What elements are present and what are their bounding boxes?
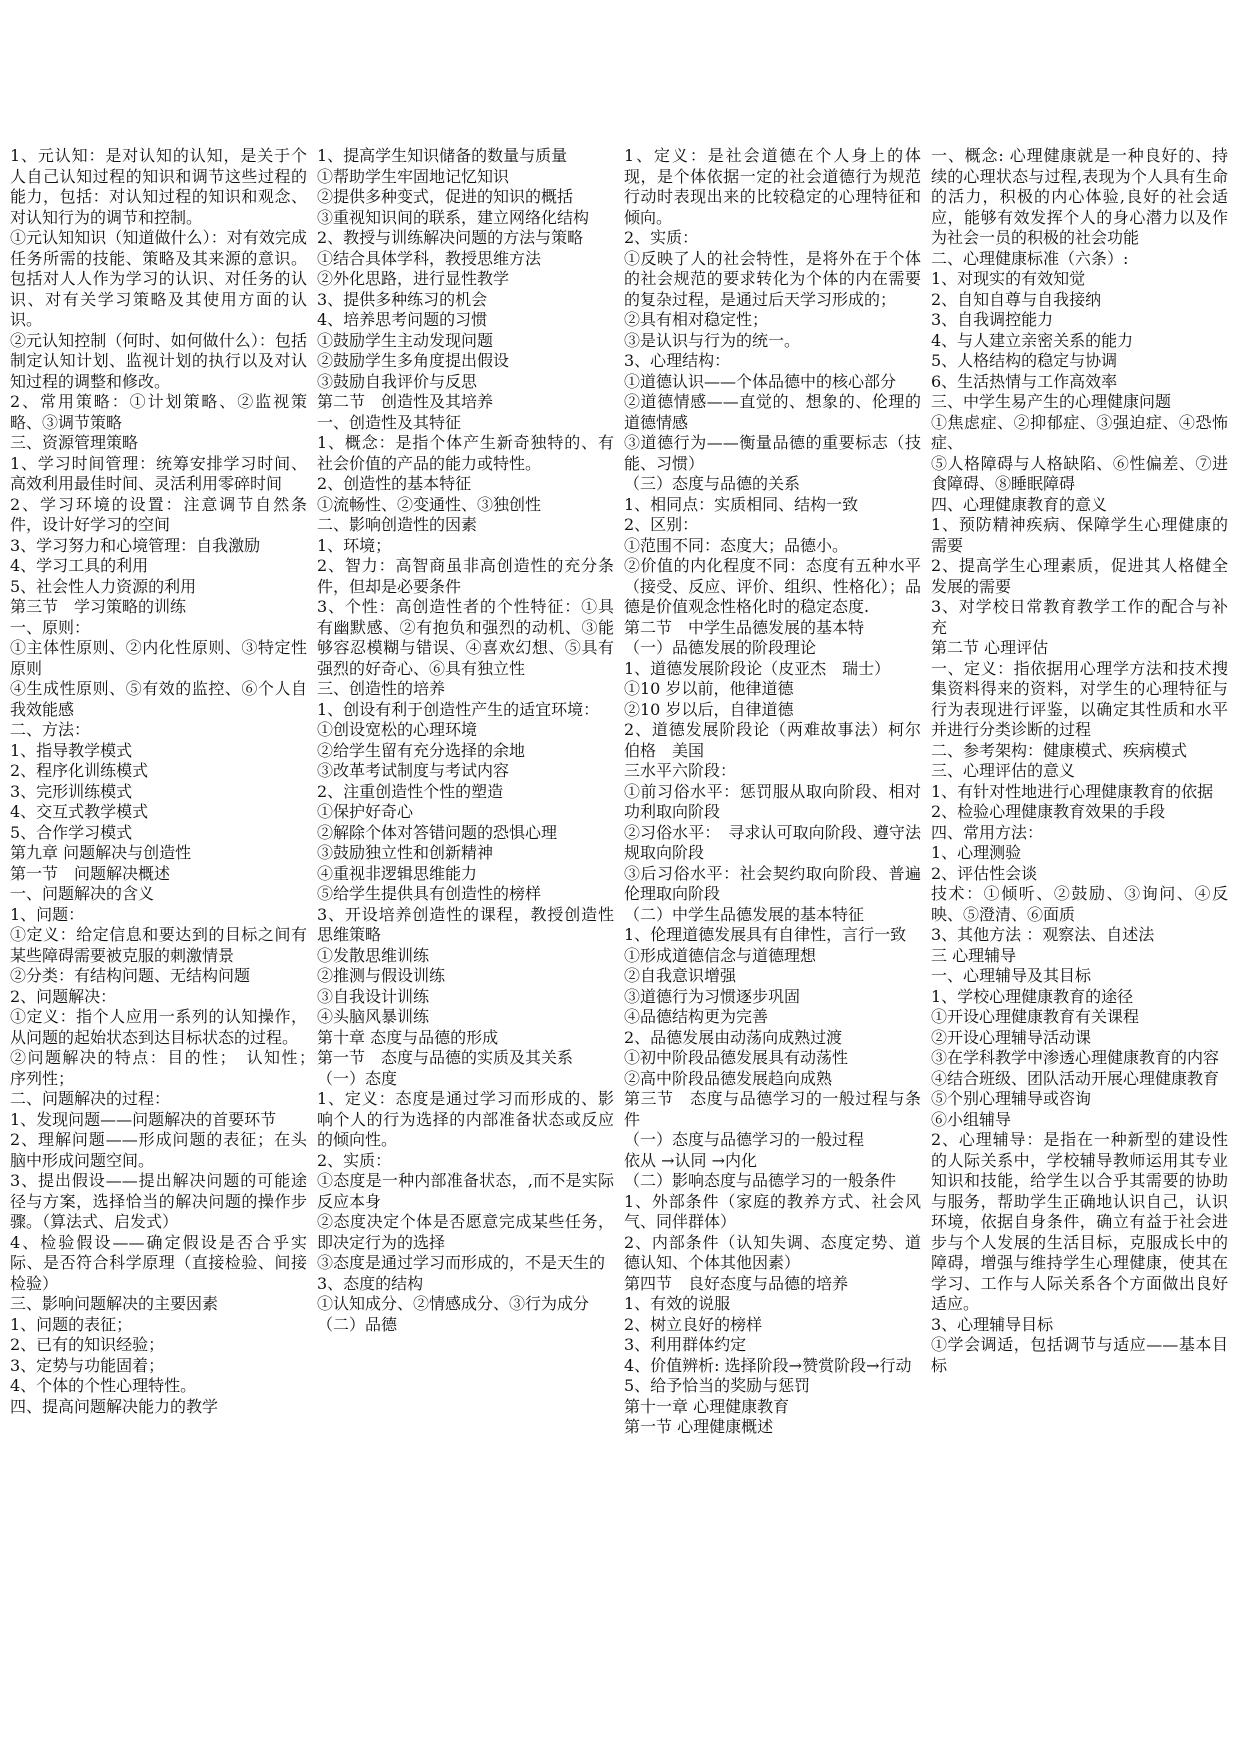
text-line: 2、理解问题——形成问题的表征；在头脑中形成问题空间。 bbox=[10, 1130, 307, 1170]
text-line: 2、学习环境的设置：注意调节自然条件，设计好学习的空间 bbox=[10, 494, 307, 534]
text-line: ④头脑风暴训练 bbox=[317, 1007, 430, 1026]
text-line: ②提供多种变式，促进的知识的概括 bbox=[317, 187, 574, 206]
text-line: 4、交互式教学模式 bbox=[10, 802, 149, 821]
text-line: 3、个性：高创造性者的个性特征：①具有幽默感、②有抱负和强烈的动机、③能够容忍模糊与错误、④喜欢幻想、⑤具有强烈的好奇心、⑥具有独立性 bbox=[317, 597, 614, 678]
text-line: 2、提高学生心理素质，促进其人格健全发展的需要 bbox=[931, 556, 1228, 596]
text-line: 二、方法： bbox=[10, 720, 91, 739]
text-line: 4、培养思考问题的习惯 bbox=[317, 310, 488, 329]
text-line: 1、提高学生知识储备的数量与质量 bbox=[317, 146, 568, 165]
text-line: 4、个体的个性心理特性。 bbox=[10, 1376, 197, 1395]
text-line: ①结合具体学科，教授思维方法 bbox=[317, 248, 542, 268]
text-line: ③后习俗水平：社会契约取向阶段、普遍伦理取向阶段 bbox=[624, 863, 921, 903]
text-line: 1、有效的说服 bbox=[624, 1294, 731, 1313]
text-line: 2、品德发展由动荡向成熟过渡 bbox=[624, 1027, 843, 1047]
text-line: 第三节 态度与品德学习的一般过程与条件 bbox=[624, 1089, 921, 1129]
text-line: 2、程序化训练模式 bbox=[10, 761, 149, 780]
text-line: 1、心理测验 bbox=[931, 843, 1022, 862]
text-line: 一、定义：指依据用心理学方法和技术搜集资料得来的资料，对学生的心理特征与行为表现进行评鉴，以确定其性质和水平并进行分类诊断的过程 bbox=[931, 658, 1228, 739]
text-line: ④生成性原则、⑤有效的监控、⑥个人自我效能感 bbox=[10, 679, 307, 719]
text-line: 1、定义：态度是通过学习而形成的、影响个人的行为选择的内部准备状态或反应的倾向性。 bbox=[317, 1089, 614, 1149]
text-line: ④重视非逻辑思维能力 bbox=[317, 863, 478, 883]
text-line: ②高中阶段品德发展趋向成熟 bbox=[624, 1068, 833, 1088]
text-line: （一）品德发展的阶段理论 bbox=[624, 638, 817, 657]
text-line: ③态度是通过学习而形成的，不是天生的 bbox=[317, 1253, 606, 1272]
text-line: 一、心理辅导及其目标 bbox=[931, 966, 1092, 985]
text-line: 第二节 中学生品德发展的基本特 bbox=[624, 617, 865, 637]
text-line: 2、智力：高智商虽非高创造性的充分条件，但却是必要条件 bbox=[317, 556, 614, 596]
text-line: 3、完形训练模式 bbox=[10, 781, 133, 801]
text-line: 三、创造性的培养 bbox=[317, 679, 446, 698]
text-line: 1、创设有利于创造性产生的适宜环境： bbox=[317, 699, 600, 719]
text-line: ②具有相对稳定性； bbox=[624, 310, 769, 329]
text-line: ①形成道德信念与道德理想 bbox=[624, 945, 817, 965]
text-line: 一、原则： bbox=[10, 617, 91, 637]
text-line: ①道德认识——个体品德中的核心部分 bbox=[624, 371, 897, 391]
text-line: 3、学习努力和心境管理：自我激励 bbox=[10, 535, 261, 555]
text-column-3 bbox=[624, 146, 921, 1746]
text-line: 二、参考架构：健康模式、疾病模式 bbox=[931, 740, 1188, 760]
text-line: 1、环境； bbox=[317, 535, 392, 555]
text-line: ②自我意识增强 bbox=[624, 966, 737, 985]
text-line: ①学会调适，包括调节与适应——基本目标 bbox=[931, 1335, 1228, 1375]
text-line: ③在学科教学中渗透心理健康教育的内容 bbox=[931, 1048, 1220, 1067]
document-page bbox=[10, 146, 1232, 1746]
text-line: 第三节 学习策略的训练 bbox=[10, 597, 187, 616]
text-line: 第四节 良好态度与品德的培养 bbox=[624, 1273, 849, 1293]
text-line: 5、社会性人力资源的利用 bbox=[10, 576, 197, 596]
text-line: ②态度决定个体是否愿意完成某些任务，即决定行为的选择 bbox=[317, 1212, 614, 1252]
text-line: 第十章 态度与品德的形成 bbox=[317, 1027, 499, 1047]
text-line: 三、影响问题解决的主要因素 bbox=[10, 1294, 219, 1313]
text-line: （三）态度与品德的关系 bbox=[624, 474, 801, 493]
text-column-2 bbox=[317, 146, 614, 1746]
text-line: 3、利用群体约定 bbox=[624, 1335, 747, 1354]
text-line: 1、指导教学模式 bbox=[10, 740, 133, 760]
text-line: 3、对学校日常教育教学工作的配合与补充 bbox=[931, 597, 1228, 637]
text-line: 1、道德发展阶段论（皮亚杰 瑞士） bbox=[624, 658, 891, 678]
text-line: ①反映了人的社会特性，是将外在于个体的社会规范的要求转化为个体的内在需要的复杂过程，是通过后天学习形成的； bbox=[624, 248, 921, 309]
text-line: 1、发现问题——问题解决的首要环节 bbox=[10, 1109, 277, 1129]
text-line: ⑤给学生提供具有创造性的榜样 bbox=[317, 884, 542, 903]
text-line: 第一节 心理健康概述 bbox=[624, 1417, 774, 1436]
text-line: 2、区别： bbox=[624, 515, 699, 534]
text-line: ③重视知识间的联系，建立网络化结构 bbox=[317, 207, 590, 227]
text-line: 四、常用方法： bbox=[931, 822, 1044, 842]
text-line: 3、态度的结构 bbox=[317, 1273, 424, 1293]
text-line: ②习俗水平： 寻求认可取向阶段、遵守法规取向阶段 bbox=[624, 822, 921, 862]
text-line: 第九章 问题解决与创造性 bbox=[10, 843, 192, 862]
text-line: ①定义：给定信息和要达到的目标之间有某些障碍需要被克服的刺激情景 bbox=[10, 925, 307, 965]
text-line: 1、定义：是社会道德在个人身上的体现，是个体依据一定的社会道德行为规范行动时表现出来的比较稳定的心理特征和倾向。 bbox=[624, 146, 921, 227]
text-line: ①创设宽松的心理环境 bbox=[317, 720, 478, 739]
text-line: 1、相同点：实质相同、结构一致 bbox=[624, 494, 859, 514]
text-line: 第十一章 心理健康教育 bbox=[624, 1396, 790, 1416]
text-line: 4、学习工具的利用 bbox=[10, 556, 149, 575]
text-line: 2、实质： bbox=[317, 1150, 392, 1170]
text-line: ①10 岁以前，他律道德 bbox=[624, 679, 794, 698]
text-line: 6、生活热情与工作高效率 bbox=[931, 371, 1118, 391]
text-line: ③鼓励自我评价与反思 bbox=[317, 371, 478, 391]
text-line: 3、心理结构： bbox=[624, 351, 731, 370]
text-line: 2、已有的知识经验； bbox=[10, 1335, 165, 1354]
text-line: 2、常用策略：①计划策略、②监视策略、③调节策略 bbox=[10, 392, 307, 432]
text-line: 三水平六阶段： bbox=[624, 761, 737, 780]
text-line: ②问题解决的特点：目的性； 认知性； 序列性； bbox=[10, 1048, 307, 1088]
text-line: ①范围不同：态度大；品德小。 bbox=[624, 535, 849, 555]
text-line: 4、价值辨析: 选择阶段→赞赏阶段→行动 bbox=[624, 1355, 912, 1375]
text-line: 5、人格结构的稳定与协调 bbox=[931, 351, 1118, 370]
text-line: 第二节 心理评估 bbox=[931, 638, 1049, 657]
text-line: ③改革考试制度与考试内容 bbox=[317, 761, 510, 780]
text-line: ①鼓励学生主动发现问题 bbox=[317, 330, 494, 350]
text-line: ④品德结构更为完善 bbox=[624, 1007, 769, 1026]
text-line: 1、外部条件（家庭的教养方式、社会风气、同伴群体） bbox=[624, 1191, 921, 1231]
text-line: 3、提出假设——提出解决问题的可能途径与方案，选择恰当的解决问题的操作步骤。（算法式、启发式） bbox=[10, 1171, 307, 1231]
text-line: ②推测与假设训练 bbox=[317, 966, 446, 985]
text-line: 2、注重创造性个性的塑造 bbox=[317, 781, 504, 801]
text-line: 3、自我调控能力 bbox=[931, 310, 1054, 329]
text-line: ①主体性原则、②内化性原则、③特定性原则 bbox=[10, 638, 307, 678]
text-line: ⑥小组辅导 bbox=[931, 1109, 1012, 1129]
text-line: 四、心理健康教育的意义 bbox=[931, 494, 1108, 514]
text-line: ②鼓励学生多角度提出假设 bbox=[317, 351, 510, 370]
text-line: 3、心理辅导目标 bbox=[931, 1314, 1054, 1334]
text-line: ④结合班级、团队活动开展心理健康教育 bbox=[931, 1068, 1220, 1088]
text-line: ①元认知知识（知道做什么）：对有效完成任务所需的技能、策略及其来源的意识。包括对人人作为学习的认识、对任务的认识、对有关学习策略及其使用方面的认识。 bbox=[10, 228, 307, 329]
text-line: 依从 →认同 →内化 bbox=[624, 1150, 757, 1170]
text-line: ②元认知控制（何时、如何做什么）：包括制定认知计划、监视计划的执行以及对认知过程的调整和修改。 bbox=[10, 330, 307, 391]
text-line: ①认知成分、②情感成分、③行为成分 bbox=[317, 1294, 590, 1313]
text-line: ①发散思维训练 bbox=[317, 945, 430, 965]
text-line: 1、有针对性地进行心理健康教育的依据 bbox=[931, 781, 1214, 801]
text-line: ①前习俗水平：惩罚服从取向阶段、相对功利取向阶段 bbox=[624, 781, 921, 821]
text-line: 1、概念：是指个体产生新奇独特的、有社会价值的产品的能力或特性。 bbox=[317, 433, 614, 473]
text-line: 一、创造性及其特征 bbox=[317, 412, 462, 432]
text-line: （二）影响态度与品德学习的一般条件 bbox=[624, 1171, 897, 1190]
text-line: ②分类：有结构问题、无结构问题 bbox=[10, 966, 251, 985]
text-line: ③是认识与行为的统一。 bbox=[624, 330, 801, 350]
text-line: ②外化思路，进行显性教学 bbox=[317, 269, 510, 288]
text-line: 三、中学生易产生的心理健康问题 bbox=[931, 392, 1172, 411]
text-line: ①保护好奇心 bbox=[317, 802, 414, 821]
text-line: 三、心理评估的意义 bbox=[931, 761, 1076, 780]
text-column-1 bbox=[10, 146, 307, 1746]
text-line: 3、定势与功能固着； bbox=[10, 1355, 165, 1375]
text-line: ①开设心理健康教育有关课程 bbox=[931, 1007, 1140, 1026]
text-line: 4、与人建立亲密关系的能力 bbox=[931, 330, 1134, 350]
text-line: 3、开设培养创造性的课程，教授创造性思维策略 bbox=[317, 904, 614, 944]
text-line: ③自我设计训练 bbox=[317, 986, 430, 1006]
text-line: 三、资源管理策略 bbox=[10, 433, 139, 452]
text-line: 1、对现实的有效知觉 bbox=[931, 269, 1086, 288]
text-line: 2、道德发展阶段论（两难故事法）柯尔伯格 美国 bbox=[624, 720, 921, 760]
text-line: ①帮助学生牢固地记忆知识 bbox=[317, 166, 510, 186]
text-line: （二）品德 bbox=[317, 1314, 398, 1334]
text-line: ①定义：指个人应用一系列的认知操作，从问题的起始状态到达目标状态的过程。 bbox=[10, 1007, 307, 1047]
text-line: ②10 岁以后，自律道德 bbox=[624, 699, 794, 719]
text-line: ①初中阶段品德发展具有动荡性 bbox=[624, 1048, 849, 1067]
text-line: ①态度是一种内部准备状态，,而不是实际反应本身 bbox=[317, 1171, 614, 1211]
text-line: ③道德行为——衡量品德的重要标志（技能、习惯） bbox=[624, 433, 921, 473]
text-line: 1、元认知：是对认知的认知，是关于个人自己认知过程的知识和调节这些过程的能力，包括：对认知过程的知识和观念、对认知行为的调节和控制。 bbox=[10, 146, 307, 227]
text-line: 1、伦理道德发展具有自律性，言行一致 bbox=[624, 925, 907, 944]
text-line: ①焦虑症、②抑郁症、③强迫症、④恐怖症、 bbox=[931, 412, 1228, 452]
text-line: 技术：①倾听、②鼓励、③询问、④反映、⑤澄清、⑥面质 bbox=[931, 884, 1228, 924]
text-line: 5、给予恰当的奖励与惩罚 bbox=[624, 1376, 811, 1395]
text-line: ⑤人格障碍与人格缺陷、⑥性偏差、⑦进食障碍、⑧睡眠障碍 bbox=[931, 453, 1228, 493]
text-line: 3、提供多种练习的机会 bbox=[317, 289, 488, 309]
text-line: 二、问题解决的过程： bbox=[10, 1089, 171, 1108]
text-line: （一）态度 bbox=[317, 1068, 398, 1088]
text-line: 2、问题解决： bbox=[10, 986, 117, 1006]
text-line: （二）中学生品德发展的基本特征 bbox=[624, 904, 865, 924]
text-line: 2、创造性的基本特征 bbox=[317, 474, 472, 493]
text-line: 4、检验假设——确定假设是否合乎实际、是否符合科学原理（直接检验、间接检验） bbox=[10, 1232, 307, 1293]
text-line: ③道德行为习惯逐步巩固 bbox=[624, 986, 801, 1006]
text-line: 3、其他方法 ：观察法、自述法 bbox=[931, 925, 1155, 944]
text-line: ②价值的内化程度不同：态度有五种水平（接受、反应、评价、组织、性格化）；品德是价值观念性格化时的稳定态度. bbox=[624, 556, 921, 616]
text-line: 1、学校心理健康教育的途径 bbox=[931, 986, 1134, 1006]
text-line: 二、影响创造性的因素 bbox=[317, 515, 478, 534]
text-line: 2、实质： bbox=[624, 228, 699, 247]
text-column-4 bbox=[931, 146, 1228, 1746]
text-line: 5、合作学习模式 bbox=[10, 822, 133, 842]
text-line: ①流畅性、②变通性、③独创性 bbox=[317, 494, 542, 514]
text-line: ②开设心理辅导活动课 bbox=[931, 1027, 1092, 1047]
text-line: 第二节 创造性及其培养 bbox=[317, 392, 494, 411]
text-line: 第一节 问题解决概述 bbox=[10, 863, 171, 883]
text-line: 三 心理辅导 bbox=[931, 945, 1017, 965]
text-line: 二、心理健康标准（六条）: bbox=[931, 248, 1129, 268]
text-line: ②道德情感——直觉的、想象的、伦理的道德情感 bbox=[624, 392, 921, 432]
text-line: ③鼓励独立性和创新精神 bbox=[317, 843, 494, 862]
text-line: 1、学习时间管理：统筹安排学习时间、高效利用最佳时间、灵活利用零碎时间 bbox=[10, 453, 307, 493]
text-line: 2、树立良好的榜样 bbox=[624, 1314, 763, 1334]
text-line: ②解除个体对答错问题的恐惧心理 bbox=[317, 822, 558, 842]
text-line: （一）态度与品德学习的一般过程 bbox=[624, 1130, 865, 1149]
text-line: 四、提高问题解决能力的教学 bbox=[10, 1396, 219, 1416]
text-line: 一、概念: 心理健康就是一种良好的、持续的心理状态与过程,表现为个人具有生命的活力，积极的内心体验,良好的社会适应，能够有效发挥个人的身心潜力以及作为社会一员的积极的社会功能 bbox=[931, 146, 1228, 247]
text-line: 一、问题解决的含义 bbox=[10, 884, 155, 903]
text-line: 第一节 态度与品德的实质及其关系 bbox=[317, 1048, 574, 1067]
text-line: 2、教授与训练解决问题的方法与策略 bbox=[317, 228, 584, 247]
text-line: 2、心理辅导：是指在一种新型的建设性的人际关系中，学校辅导教师运用其专业知识和技能，给学生以合乎其需要的协助与服务，帮助学生正确地认识自己，认识环境，依据自身条件，确立有益于社会进步与个人发展的生活目标，克服成长中的障碍，增强与维持学生心理健康，使其在学习、工作与人际关系各个方面做出良好适应。 bbox=[931, 1130, 1228, 1313]
text-line: 1、问题： bbox=[10, 904, 85, 924]
text-line: 2、内部条件（认知失调、态度定势、道德认知、个体其他因素） bbox=[624, 1232, 921, 1272]
text-line: ②给学生留有充分选择的余地 bbox=[317, 740, 526, 760]
text-line: 2、检验心理健康教育效果的手段 bbox=[931, 802, 1166, 821]
text-line: 1、预防精神疾病、保障学生心理健康的需要 bbox=[931, 515, 1228, 555]
text-line: 1、问题的表征； bbox=[10, 1314, 133, 1334]
text-line: 2、评估性会谈 bbox=[931, 863, 1038, 883]
text-line: 2、自知自尊与自我接纳 bbox=[931, 289, 1102, 309]
text-line: ⑤个别心理辅导或咨询 bbox=[931, 1089, 1092, 1108]
